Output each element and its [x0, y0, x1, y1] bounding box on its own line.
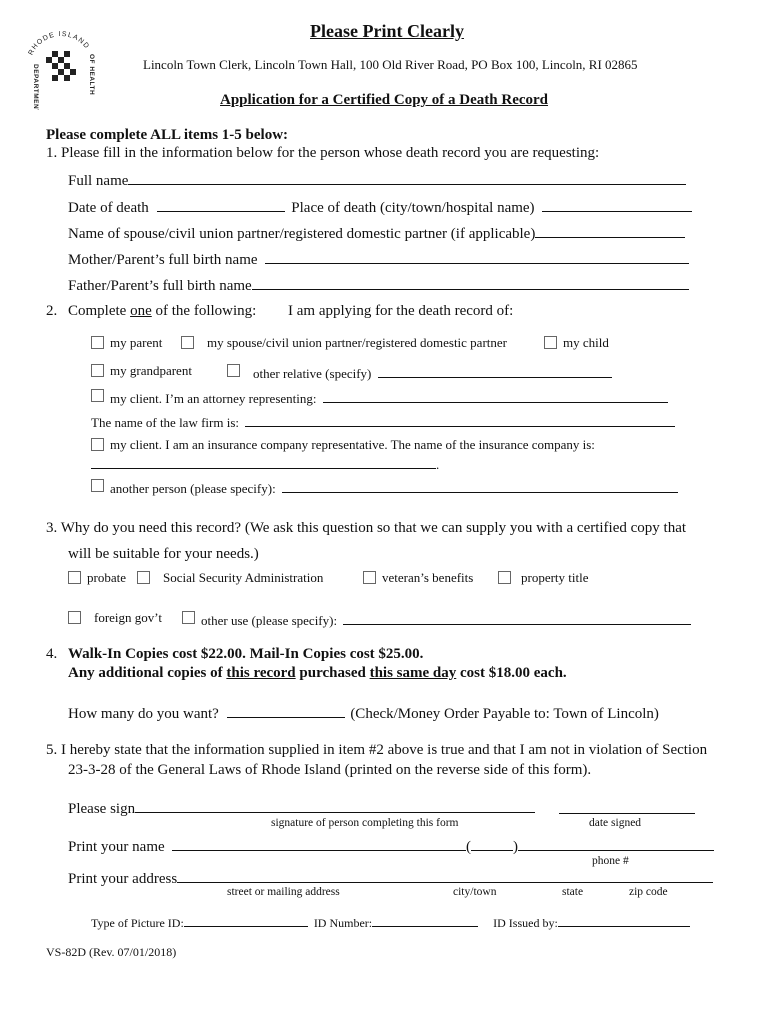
probate-checkbox[interactable]: [68, 571, 81, 584]
insurance-name-field[interactable]: [91, 455, 436, 469]
phone-number-field[interactable]: [518, 837, 714, 851]
item5-line2: 23-3-28 of the General Laws of Rhode Island (printed on the reverse side of this form).: [68, 762, 592, 778]
spouse-label: Name of spouse/civil union partner/registered domestic partner (if applicable): [68, 226, 536, 242]
my-grandparent-checkbox[interactable]: [91, 364, 104, 377]
payable-note: (Check/Money Order Payable to: Town of Lincoln): [350, 706, 659, 722]
other-use-checkbox[interactable]: [182, 611, 195, 624]
other-use-field[interactable]: [343, 611, 691, 625]
address-field[interactable]: [177, 869, 713, 883]
foreign-govt-label: foreign gov’t: [94, 610, 162, 625]
item4-number: 4.: [46, 646, 58, 662]
item2-label-post: of the following:: [151, 303, 257, 319]
law-firm-field[interactable]: [245, 413, 675, 427]
signature-caption: signature of person completing this form: [271, 817, 459, 829]
date-of-death-label: Date of death: [68, 200, 149, 216]
my-spouse-label: my spouse/civil union partner/registered domestic partner: [207, 335, 507, 350]
phone-area-code-field[interactable]: [471, 837, 513, 851]
street-caption: street or mailing address: [227, 886, 340, 898]
insurance-period: .: [436, 457, 440, 472]
veterans-checkbox[interactable]: [363, 571, 376, 584]
date-signed-caption: date signed: [589, 817, 642, 829]
city-caption: city/town: [453, 886, 497, 898]
property-title-label: property title: [521, 570, 589, 585]
law-firm-label: The name of the law firm is:: [91, 415, 240, 430]
date-signed-field[interactable]: [559, 800, 695, 814]
father-field[interactable]: [252, 276, 689, 290]
property-title-checkbox[interactable]: [498, 571, 511, 584]
page-title: Please Print Clearly: [310, 21, 464, 41]
ri-department-of-health-logo: [18, 24, 104, 110]
attorney-checkbox[interactable]: [91, 389, 104, 402]
my-parent-checkbox[interactable]: [91, 336, 104, 349]
another-person-row: [110, 479, 678, 497]
ssa-checkbox[interactable]: [137, 571, 150, 584]
my-child-checkbox[interactable]: [544, 336, 557, 349]
other-relative-checkbox[interactable]: [227, 364, 240, 377]
attorney-field[interactable]: [323, 389, 668, 403]
item2-number: 2.: [46, 303, 58, 319]
place-of-death-label: Place of death (city/town/hospital name): [291, 200, 535, 216]
probate-label: probate: [87, 570, 126, 585]
attorney-label: my client. I’m an attorney representing:: [110, 391, 317, 406]
veterans-label: veteran’s benefits: [382, 570, 474, 585]
print-address-row: [68, 869, 713, 888]
insurance-name-row: [91, 455, 439, 473]
sign-row: [68, 799, 535, 818]
print-name-field[interactable]: [172, 837, 466, 851]
my-spouse-checkbox[interactable]: [181, 336, 194, 349]
signature-field[interactable]: [135, 799, 535, 813]
insurance-label: my client. I am an insurance company representative. The name of the insurance company is:: [110, 437, 595, 452]
additional-pre: Any additional copies of: [68, 665, 227, 681]
item2-label: [68, 303, 256, 320]
cost-line: Walk-In Copies cost $22.00. Mail-In Copies cost $25.00.: [68, 646, 424, 662]
item3-label-line2: will be suitable for your needs.): [68, 546, 259, 562]
other-use-label: other use (please specify):: [201, 613, 338, 628]
additional-record: this record: [226, 665, 296, 681]
additional-post: cost $18.00 each.: [456, 665, 567, 681]
other-relative-field[interactable]: [378, 364, 612, 378]
spouse-row: [68, 224, 685, 243]
id-number-label: ID Number:: [313, 916, 373, 930]
form-title: Application for a Certified Copy of a Death Record: [220, 92, 549, 108]
phone-caption: phone #: [592, 855, 629, 867]
item2-label-pre: Complete: [68, 303, 131, 319]
phone-close-paren: ): [513, 839, 518, 855]
phone-open-paren: (: [466, 839, 471, 855]
spouse-field[interactable]: [535, 224, 685, 238]
additional-mid: purchased: [295, 665, 370, 681]
full-name-label: Full name: [68, 173, 129, 189]
additional-copies-line: [68, 665, 567, 682]
id-issued-by-label: ID Issued by:: [493, 916, 558, 930]
item2-label-one: one: [130, 303, 152, 319]
print-address-label: Print your address: [68, 871, 178, 887]
clerk-address: Lincoln Town Clerk, Lincoln Town Hall, 100 Old River Road, PO Box 100, Lincoln, RI 02865: [143, 57, 638, 72]
id-number-field[interactable]: [372, 915, 478, 927]
additional-day: this same day: [369, 665, 457, 681]
other-relative-label: other relative (specify): [253, 366, 372, 381]
my-grandparent-label: my grandparent: [110, 363, 192, 378]
another-person-label: another person (please specify):: [110, 481, 276, 496]
another-person-checkbox[interactable]: [91, 479, 104, 492]
mother-label: Mother/Parent’s full birth name: [68, 252, 258, 268]
item5-line1: 5. I hereby state that the information supplied in item #2 above is true and that I am not in violation of Section: [46, 742, 708, 758]
print-name-label: Print your name: [68, 839, 165, 855]
my-parent-label: my parent: [110, 335, 163, 350]
state-caption: state: [562, 886, 584, 898]
full-name-field[interactable]: [128, 171, 686, 185]
place-of-death-field[interactable]: [542, 198, 692, 212]
my-child-label: my child: [563, 335, 609, 350]
father-label: Father/Parent’s full birth name: [68, 278, 252, 294]
death-date-place-row: [68, 198, 692, 217]
insurance-checkbox[interactable]: [91, 438, 104, 451]
father-row: [68, 276, 689, 295]
item3-label-line1: 3. Why do you need this record? (We ask this question so that we can supply you with a certified copy that: [46, 520, 687, 536]
ssa-label: Social Security Administration: [163, 570, 324, 585]
attorney-row: [110, 389, 668, 407]
zip-caption: zip code: [629, 886, 668, 898]
how-many-row: [68, 704, 659, 723]
item1-label: 1. Please fill in the information below for the person whose death record you are requesting:: [46, 145, 600, 161]
mother-field[interactable]: [265, 250, 689, 264]
picture-id-field[interactable]: [184, 915, 308, 927]
id-issued-by-field[interactable]: [558, 915, 690, 927]
logo-left-text: DEPARTMENT: [32, 64, 39, 110]
other-relative-row: [253, 364, 612, 382]
logo-top-text: RHODE ISLAND: [27, 30, 91, 57]
logo-emblem-icon: [46, 51, 76, 81]
print-name-row: [68, 837, 466, 856]
law-firm-row: [91, 413, 675, 431]
how-many-label: How many do you want?: [68, 706, 219, 722]
mother-row: [68, 250, 689, 269]
how-many-field[interactable]: [227, 704, 345, 718]
form-code: VS-82D (Rev. 07/01/2018): [46, 945, 177, 959]
instructions-heading: Please complete ALL items 1-5 below:: [46, 127, 289, 143]
date-of-death-field[interactable]: [157, 198, 285, 212]
svg-text:RHODE ISLAND: [28, 31, 91, 57]
please-sign-label: Please sign: [68, 801, 136, 817]
full-name-row: [68, 171, 686, 190]
phone-row: [466, 837, 714, 856]
other-use-row: [201, 611, 691, 629]
another-person-field[interactable]: [282, 479, 678, 493]
foreign-govt-checkbox[interactable]: [68, 611, 81, 624]
applying-label: I am applying for the death record of:: [288, 303, 514, 319]
picture-id-label: Type of Picture ID:: [91, 916, 184, 930]
id-row: [91, 915, 690, 931]
logo-right-text: OF HEALTH: [88, 54, 95, 96]
